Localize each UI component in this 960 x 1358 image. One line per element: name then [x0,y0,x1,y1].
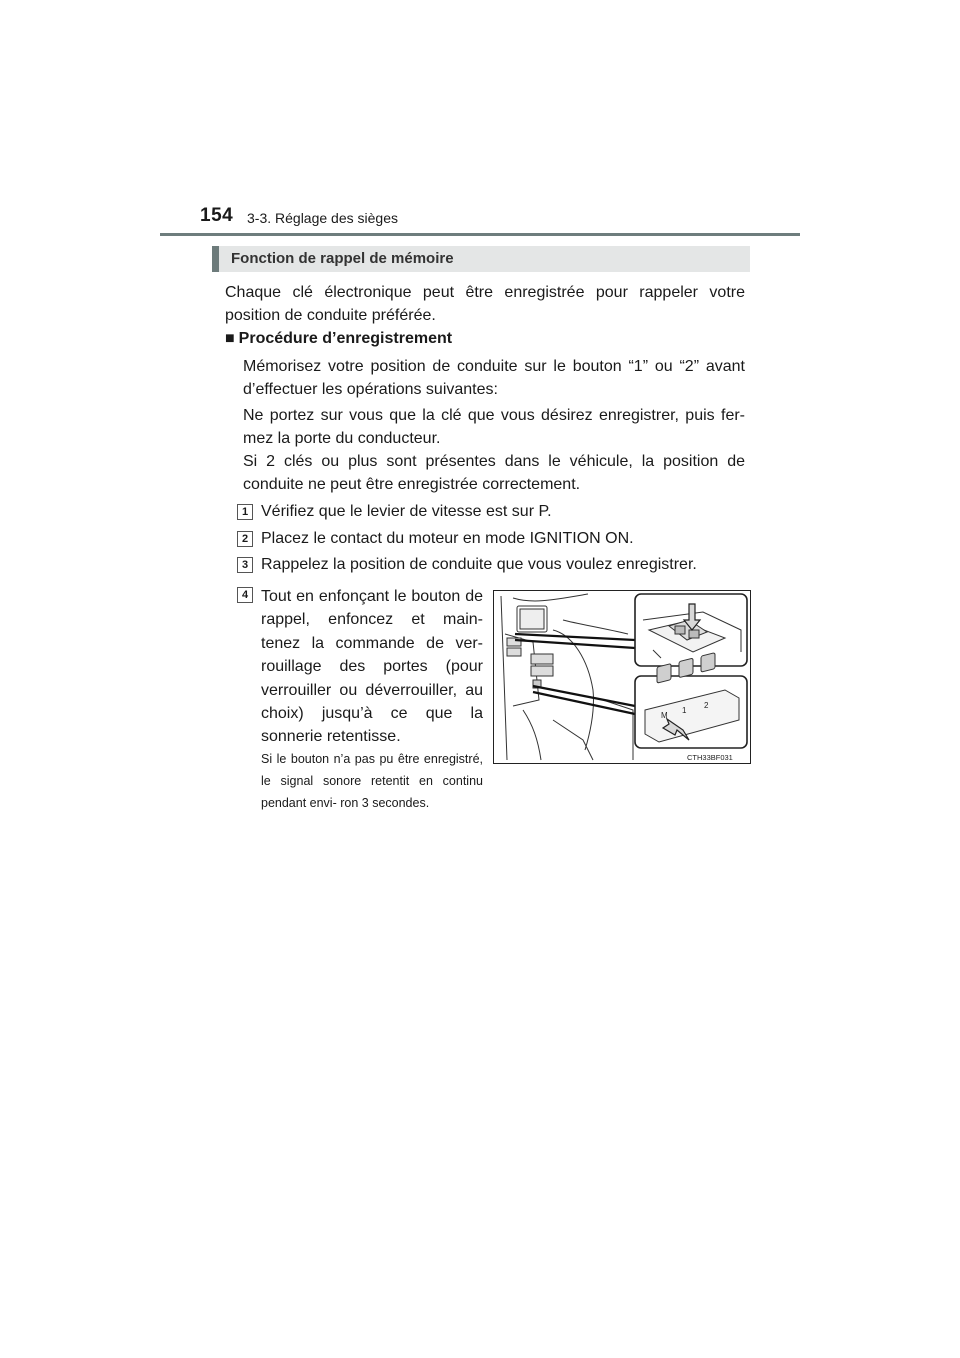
step-1-text: Vérifiez que le levier de vitesse est sur P. [261,503,552,520]
header-rule [160,233,800,236]
memory-button-illustration [493,590,751,764]
subheading [225,330,452,348]
intro-paragraph: Chaque clé électronique peut être enregistrée pour rappeler votre position de conduite préférée. [225,284,745,324]
step-3-text: Rappelez la position de conduite que vous voulez enregistrer. [261,556,697,573]
figure-code: CTH33BF031 [687,753,733,762]
page-number: 154 [200,205,234,226]
step-4-note: Si le bouton n’a pas pu être enregistré, le signal sonore retentit en continu pendant envi- ron 3 secondes. [261,752,483,810]
svg-text:2: 2 [704,701,709,710]
step-4-text: Tout en enfonçant le bouton de rappel, enfoncez et main- tenez la commande de ver- rouillage des portes (pour verrouiller ou déverrouiller, au choix) jusqu’à ce que la sonnerie retentisse. [261,588,483,746]
dashboard-illustration [493,590,751,764]
paragraph-carry-key: Ne portez sur vous que la clé que vous désirez enregistrer, puis fer- mez la porte du conducteur. [243,407,745,447]
section-title-bar [212,246,750,272]
paragraph-multiple-keys: Si 2 clés ou plus sont présentes dans le véhicule, la position de conduite ne peut être enregistrée correctement. [243,453,745,493]
subheading-label: Procédure d’enregistrement [238,330,453,347]
paragraph-memorize: Mémorisez votre position de conduite sur le bouton “1” ou “2” avant d’effectuer les opérations suivantes: [243,358,745,398]
section-header: 3-3. Réglage des sièges [247,210,398,226]
step-3-badge: 3 [237,557,253,573]
step-4-badge: 4 [237,587,253,603]
square-bullet-icon: ■ [225,330,235,347]
step-2-badge: 2 [237,531,253,547]
svg-text:M: M [661,711,668,720]
step-1-badge: 1 [237,504,253,520]
section-title: Fonction de rappel de mémoire [231,250,454,267]
step-2-text: Placez le contact du moteur en mode IGNITION ON. [261,530,634,547]
svg-text:1: 1 [682,706,687,715]
